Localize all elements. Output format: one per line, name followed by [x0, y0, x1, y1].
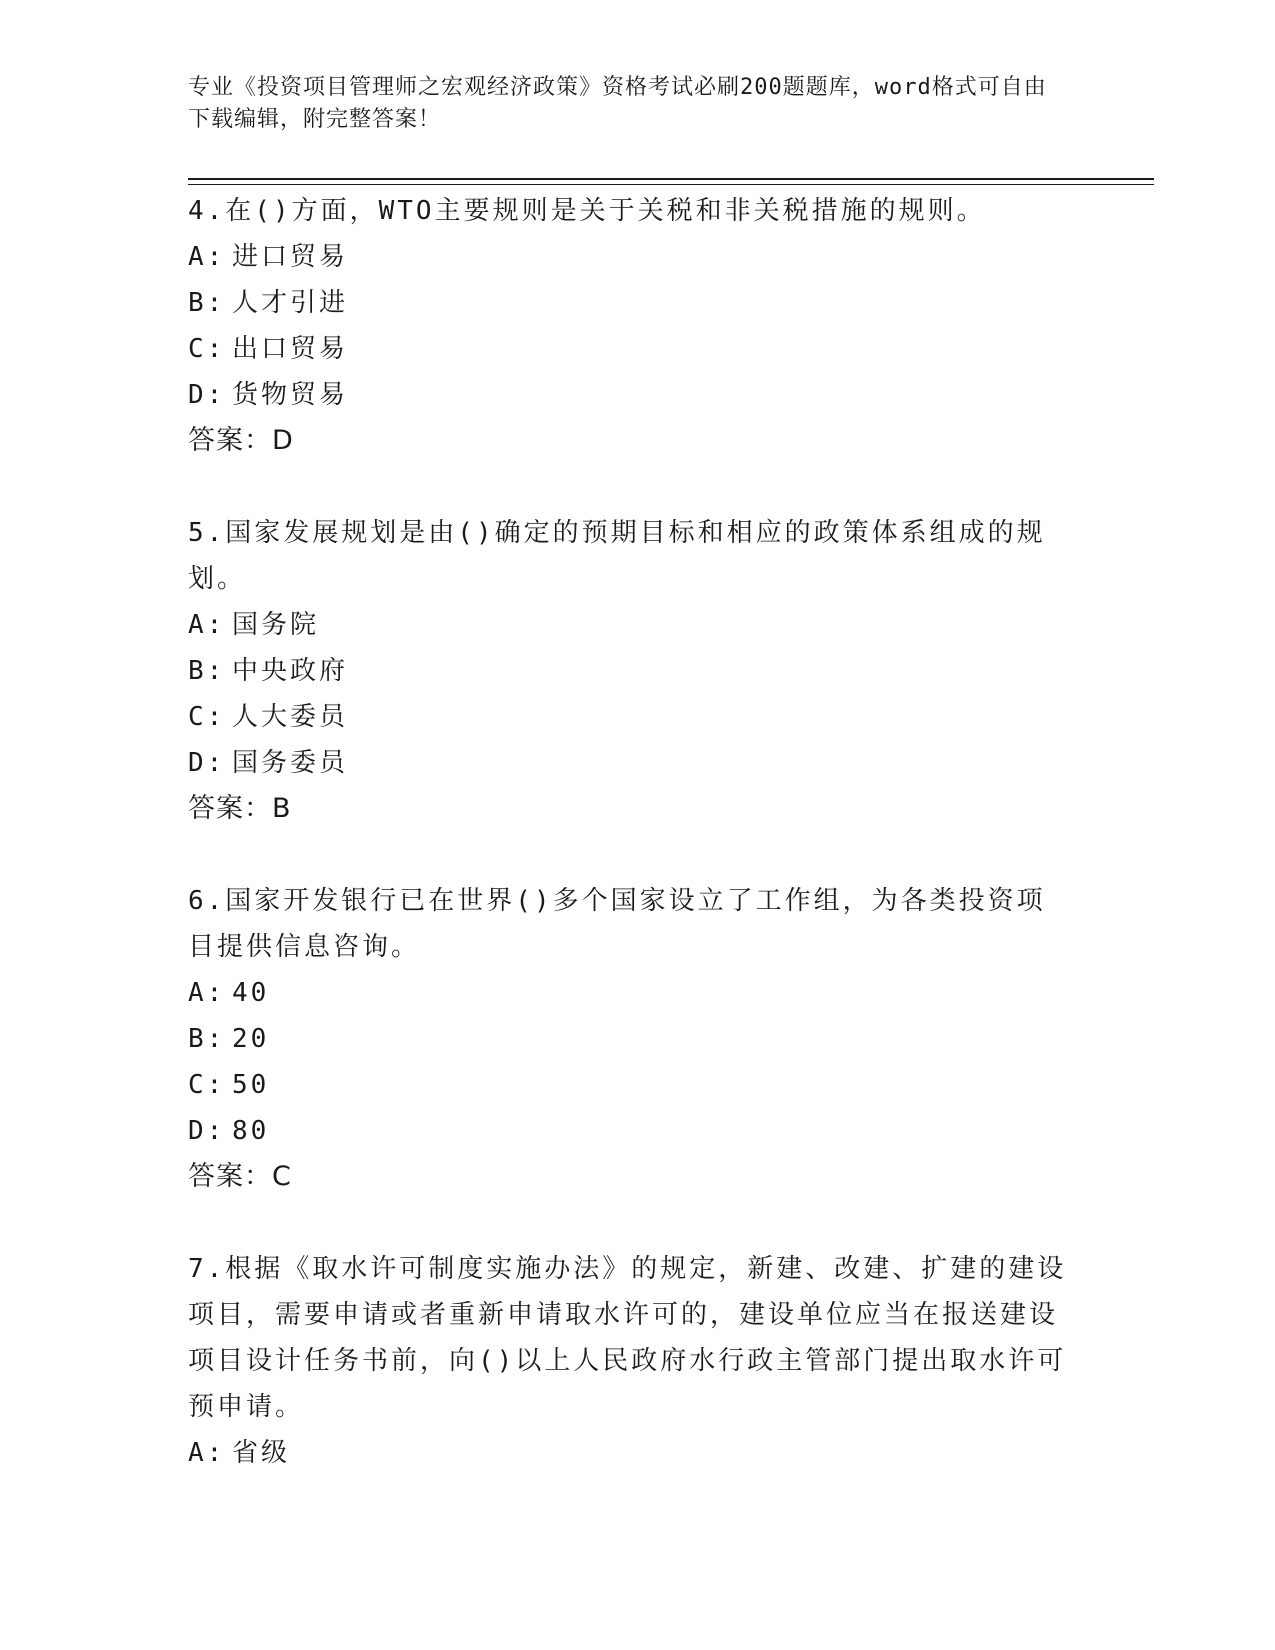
option-text: 国务院 — [232, 610, 320, 640]
question-5 — [188, 510, 1068, 832]
option-text: 80 — [232, 1116, 270, 1146]
option-d — [188, 372, 1068, 418]
option-b — [188, 1016, 1068, 1062]
header-divider-thick — [188, 178, 1154, 180]
option-c — [188, 326, 1068, 372]
option-d — [188, 1108, 1068, 1154]
question-stem: 6.国家开发银行已在世界()多个国家设立了工作组，为各类投资项目提供信息咨询。 — [188, 886, 1046, 962]
option-a — [188, 1430, 1068, 1476]
question-6 — [188, 878, 1068, 1200]
question-4 — [188, 188, 1068, 464]
option-key: A: — [188, 242, 226, 272]
option-text: 中央政府 — [232, 656, 349, 686]
option-text: 人大委员 — [232, 702, 349, 732]
option-d — [188, 740, 1068, 786]
option-text: 40 — [232, 978, 270, 1008]
option-b — [188, 648, 1068, 694]
option-text: 省级 — [232, 1438, 291, 1468]
option-key: D: — [188, 380, 226, 410]
option-text: 人才引进 — [232, 288, 349, 318]
option-text: 50 — [232, 1070, 270, 1100]
document-header: 专业《投资项目管理师之宏观经济政策》资格考试必刷200题题库，word格式可自由下载编辑，附完整答案！ — [188, 75, 1047, 132]
option-c — [188, 1062, 1068, 1108]
question-list — [188, 188, 1068, 1522]
answer-line: 答案：B — [188, 793, 292, 824]
option-key: D: — [188, 748, 226, 778]
option-a — [188, 970, 1068, 1016]
option-key: B: — [188, 1024, 226, 1054]
option-key: B: — [188, 288, 226, 318]
option-key: C: — [188, 1070, 226, 1100]
option-text: 货物贸易 — [232, 380, 349, 410]
question-stem: 5.国家发展规划是由()确定的预期目标和相应的政策体系组成的规划。 — [188, 518, 1046, 594]
option-key: C: — [188, 702, 226, 732]
option-c — [188, 694, 1068, 740]
answer-line: 答案：D — [188, 425, 294, 456]
option-key: A: — [188, 610, 226, 640]
answer-line: 答案：C — [188, 1161, 292, 1192]
option-key: B: — [188, 656, 226, 686]
option-key: C: — [188, 334, 226, 364]
option-text: 进口贸易 — [232, 242, 349, 272]
question-7 — [188, 1246, 1068, 1476]
question-stem: 7.根据《取水许可制度实施办法》的规定，新建、改建、扩建的建设项目，需要申请或者重新申请取水许可的，建设单位应当在报送建设项目设计任务书前，向()以上人民政府水行政主管部门提出取水许可预申请。 — [188, 1254, 1067, 1422]
option-a — [188, 602, 1068, 648]
option-text: 出口贸易 — [232, 334, 349, 364]
question-stem: 4.在()方面，WTO主要规则是关于关税和非关税措施的规则。 — [188, 196, 986, 226]
option-b — [188, 280, 1068, 326]
option-key: A: — [188, 1438, 226, 1468]
option-text: 20 — [232, 1024, 270, 1054]
option-a — [188, 234, 1068, 280]
option-text: 国务委员 — [232, 748, 349, 778]
option-key: A: — [188, 978, 226, 1008]
option-key: D: — [188, 1116, 226, 1146]
header-divider-thin — [188, 184, 1154, 185]
